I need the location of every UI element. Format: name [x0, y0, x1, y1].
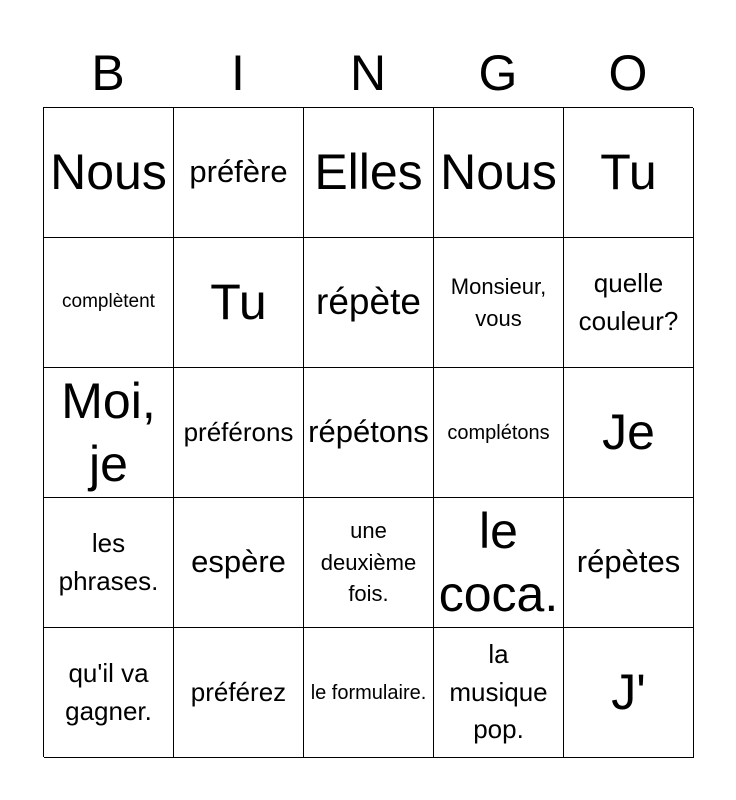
bingo-cell-r1c5[interactable] — [564, 108, 694, 238]
bingo-cell-r4c5[interactable] — [564, 498, 694, 628]
cell-text: Je — [602, 404, 655, 461]
header-letter-b: B — [91, 45, 125, 101]
cell-text: répètes — [576, 544, 681, 580]
cell-text: Moi, je — [61, 373, 156, 492]
bingo-cell-r2c4[interactable] — [434, 238, 564, 368]
header-letter-o: O — [608, 45, 648, 101]
cell-text: les phrases. — [58, 527, 159, 596]
cell-text: le coca. — [438, 503, 559, 622]
cell-text: complètent — [62, 291, 155, 313]
bingo-cell-r1c2[interactable] — [174, 108, 304, 238]
cell-text: quelle couleur? — [578, 267, 679, 336]
cell-text: le formulaire. — [310, 681, 427, 704]
cell-text: Elles — [314, 144, 423, 201]
cell-text: la musique pop. — [449, 638, 548, 745]
cell-text: complétons — [447, 421, 550, 444]
bingo-cell-r5c4[interactable] — [434, 628, 564, 758]
bingo-cell-r5c1[interactable] — [44, 628, 174, 758]
bingo-cell-r2c1[interactable] — [44, 238, 174, 368]
cell-text: répète — [316, 281, 421, 323]
bingo-cell-r3c3[interactable] — [304, 368, 434, 498]
cell-text: espère — [191, 544, 286, 580]
cell-text: Monsieur, vous — [450, 273, 547, 331]
bingo-cell-r4c4[interactable] — [434, 498, 564, 628]
bingo-header — [43, 40, 693, 106]
bingo-cell-r3c1[interactable] — [44, 368, 174, 498]
bingo-cell-r3c5[interactable] — [564, 368, 694, 498]
cell-text: Nous — [50, 144, 167, 201]
bingo-cell-r1c1[interactable] — [44, 108, 174, 238]
header-letter-i: I — [231, 45, 245, 101]
cell-text: préfère — [189, 154, 288, 190]
bingo-cell-r5c3[interactable] — [304, 628, 434, 758]
cell-text: préférez — [190, 676, 287, 707]
bingo-cell-r2c3[interactable] — [304, 238, 434, 368]
bingo-cell-r2c2[interactable] — [174, 238, 304, 368]
header-letter-n: N — [349, 45, 387, 101]
cell-text: Tu — [600, 144, 657, 201]
bingo-cell-r4c1[interactable] — [44, 498, 174, 628]
bingo-cell-r4c2[interactable] — [174, 498, 304, 628]
cell-text: répétons — [308, 414, 429, 450]
bingo-cell-r5c2[interactable] — [174, 628, 304, 758]
bingo-cell-r1c4[interactable] — [434, 108, 564, 238]
header-letter-g: G — [478, 45, 518, 101]
cell-text: J' — [611, 664, 646, 721]
cell-text: préférons — [183, 416, 294, 447]
cell-text: Tu — [210, 274, 267, 331]
cell-text: une deuxième fois. — [320, 517, 417, 607]
bingo-cell-r5c5[interactable] — [564, 628, 694, 758]
bingo-cell-r1c3[interactable] — [304, 108, 434, 238]
cell-text: qu'il va gagner. — [65, 657, 152, 726]
bingo-cell-r3c4[interactable] — [434, 368, 564, 498]
bingo-cell-r2c5[interactable] — [564, 238, 694, 368]
bingo-cell-r3c2[interactable] — [174, 368, 304, 498]
bingo-board — [43, 107, 693, 757]
bingo-cell-r4c3[interactable] — [304, 498, 434, 628]
cell-text: Nous — [440, 144, 557, 201]
